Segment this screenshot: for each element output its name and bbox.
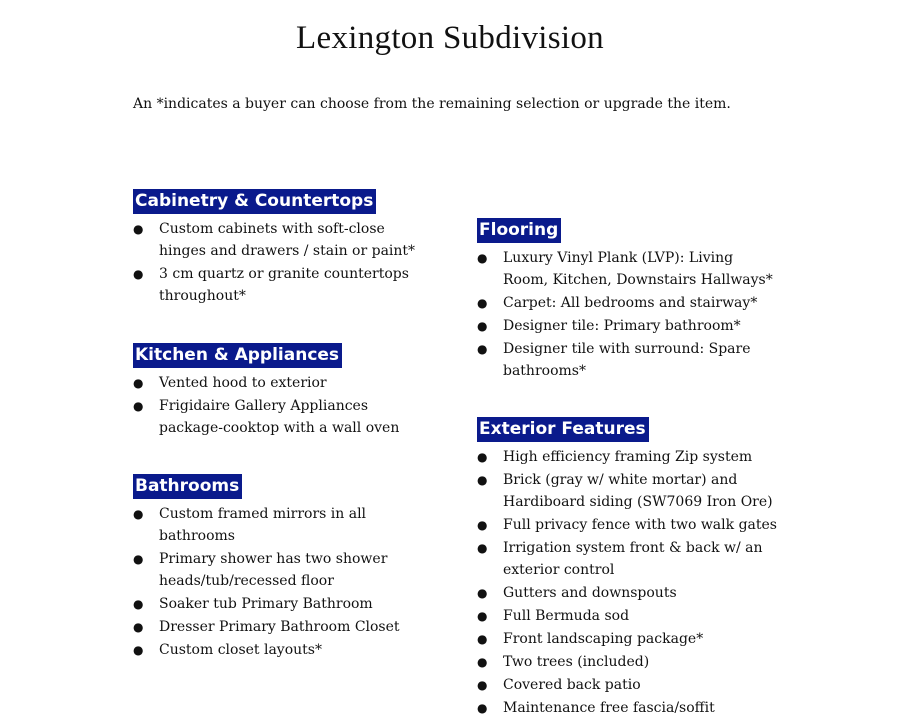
section-kitchen bbox=[133, 343, 433, 440]
list-item bbox=[477, 446, 777, 468]
bullet-icon: ● bbox=[477, 655, 488, 669]
bullet-icon: ● bbox=[477, 319, 488, 333]
bullet-list bbox=[477, 247, 777, 382]
document-title: Lexington Subdivision bbox=[296, 20, 604, 56]
list-item bbox=[133, 503, 433, 547]
bullet-icon: ● bbox=[133, 376, 144, 390]
bullet-list bbox=[133, 218, 433, 307]
section-flooring bbox=[477, 218, 777, 383]
bullet-icon: ● bbox=[133, 507, 144, 521]
list-item-text: 3 cm quartz or granite countertops throughout* bbox=[159, 266, 409, 304]
bullet-list bbox=[133, 503, 433, 661]
list-item-text: Primary shower has two shower heads/tub/recessed floor bbox=[159, 551, 388, 589]
list-item bbox=[133, 639, 433, 661]
bullet-icon: ● bbox=[133, 222, 144, 236]
section-exterior bbox=[477, 417, 777, 720]
list-item bbox=[133, 372, 433, 394]
section-heading-flooring: Flooring bbox=[477, 218, 561, 243]
bullet-icon: ● bbox=[477, 609, 488, 623]
bullet-icon: ● bbox=[477, 541, 488, 555]
list-item bbox=[477, 315, 777, 337]
bullet-icon: ● bbox=[477, 518, 488, 532]
list-item bbox=[477, 469, 777, 513]
section-heading-kitchen: Kitchen & Appliances bbox=[133, 343, 342, 368]
bullet-icon: ● bbox=[133, 267, 144, 281]
list-item bbox=[477, 292, 777, 314]
bullet-icon: ● bbox=[477, 251, 488, 265]
list-item-text: High efficiency framing Zip system bbox=[503, 449, 753, 465]
list-item-text: Designer tile: Primary bathroom* bbox=[503, 318, 741, 334]
list-item-text: Front landscaping package* bbox=[503, 631, 704, 647]
list-item bbox=[477, 537, 777, 581]
list-item-text: Vented hood to exterior bbox=[159, 375, 327, 391]
list-item bbox=[477, 651, 777, 673]
bullet-icon: ● bbox=[133, 399, 144, 413]
list-item bbox=[133, 548, 433, 592]
list-item-text: Dresser Primary Bathroom Closet bbox=[159, 619, 400, 635]
section-bathrooms bbox=[133, 474, 433, 662]
section-cabinetry bbox=[133, 189, 433, 308]
list-item bbox=[477, 605, 777, 627]
bullet-icon: ● bbox=[477, 473, 488, 487]
list-item bbox=[133, 263, 433, 307]
list-item bbox=[477, 674, 777, 696]
section-heading-exterior: Exterior Features bbox=[477, 417, 649, 442]
list-item-text: Gutters and downspouts bbox=[503, 585, 677, 601]
list-item-text: Carpet: All bedrooms and stairway* bbox=[503, 295, 758, 311]
list-item-text: Brick (gray w/ white mortar) and Hardiboard siding (SW7069 Iron Ore) bbox=[503, 472, 773, 510]
bullet-list bbox=[133, 372, 433, 439]
list-item bbox=[477, 628, 777, 650]
bullet-icon: ● bbox=[133, 552, 144, 566]
selection-note: An *indicates a buyer can choose from the remaining selection or upgrade the item. bbox=[133, 96, 731, 112]
list-item bbox=[477, 697, 777, 719]
list-item bbox=[477, 514, 777, 536]
list-item bbox=[477, 247, 777, 291]
list-item bbox=[477, 338, 777, 382]
list-item bbox=[133, 395, 433, 439]
list-item-text: Maintenance free fascia/soffit bbox=[503, 700, 715, 716]
bullet-icon: ● bbox=[477, 450, 488, 464]
section-heading-bathrooms: Bathrooms bbox=[133, 474, 242, 499]
list-item bbox=[133, 218, 433, 262]
bullet-icon: ● bbox=[477, 342, 488, 356]
list-item-text: Irrigation system front & back w/ an exterior control bbox=[503, 540, 763, 578]
list-item-text: Custom closet layouts* bbox=[159, 642, 322, 658]
bullet-icon: ● bbox=[477, 632, 488, 646]
list-item-text: Designer tile with surround: Spare bathrooms* bbox=[503, 341, 751, 379]
list-item-text: Full privacy fence with two walk gates bbox=[503, 517, 777, 533]
bullet-icon: ● bbox=[133, 597, 144, 611]
bullet-icon: ● bbox=[477, 586, 488, 600]
list-item-text: Full Bermuda sod bbox=[503, 608, 630, 624]
bullet-icon: ● bbox=[477, 701, 488, 715]
list-item-text: Two trees (included) bbox=[503, 654, 650, 670]
bullet-icon: ● bbox=[133, 643, 144, 657]
list-item-text: Frigidaire Gallery Appliances package-cooktop with a wall oven bbox=[159, 398, 400, 436]
bullet-list bbox=[477, 446, 777, 719]
list-item bbox=[477, 582, 777, 604]
list-item-text: Luxury Vinyl Plank (LVP): Living Room, Kitchen, Downstairs Hallways* bbox=[503, 250, 773, 288]
list-item-text: Custom cabinets with soft-close hinges and drawers / stain or paint* bbox=[159, 221, 416, 259]
bullet-icon: ● bbox=[133, 620, 144, 634]
bullet-icon: ● bbox=[477, 296, 488, 310]
list-item-text: Soaker tub Primary Bathroom bbox=[159, 596, 373, 612]
list-item-text: Custom framed mirrors in all bathrooms bbox=[159, 506, 367, 544]
list-item bbox=[133, 593, 433, 615]
list-item-text: Covered back patio bbox=[503, 677, 641, 693]
bullet-icon: ● bbox=[477, 678, 488, 692]
list-item bbox=[133, 616, 433, 638]
section-heading-cabinetry: Cabinetry & Countertops bbox=[133, 189, 376, 214]
